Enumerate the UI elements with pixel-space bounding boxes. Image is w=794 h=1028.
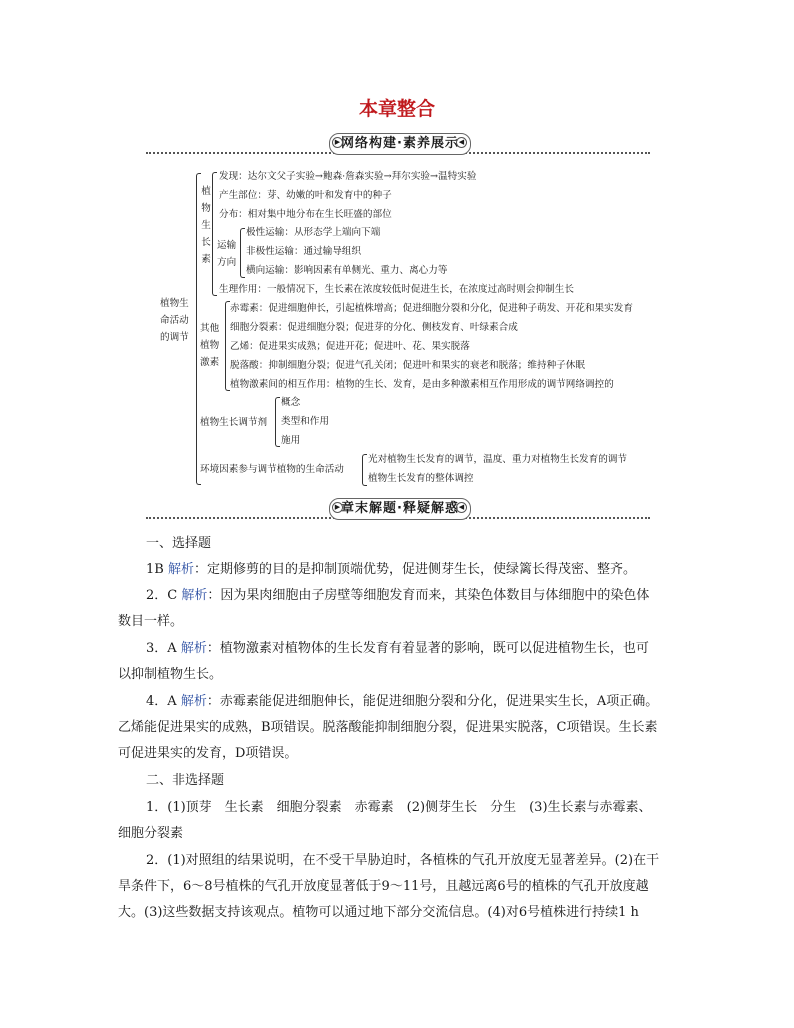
root-label-1: 植物生 (160, 298, 189, 309)
section-heading: 二、非选择题 (146, 773, 225, 788)
root-label-2: 命活动 (160, 315, 189, 326)
hormone-item: 细胞分裂素：促进细胞分裂；促进芽的分化、侧枝发育、叶绿素合成 (230, 322, 518, 333)
section-heading: 一、选择题 (146, 536, 212, 551)
transport-polar: 极性运输：从形态学上端向下端 (246, 227, 381, 238)
answer-text: 细胞分裂素 (118, 826, 184, 841)
transport-lateral: 横向运输：影响因素有单侧光、重力、离心力等 (246, 265, 448, 276)
analysis-label: 解析 (180, 694, 207, 709)
answer-text: ：因为果肉细胞由子房壁等细胞发育而来，其染色体数目与体细胞中的染色体 (207, 588, 650, 603)
root-label-3: 的调节 (160, 332, 189, 343)
answer-text: ：植物激素对植物体的生长发育有着显著的影响，既可以促进植物生长，也可 (206, 641, 649, 656)
answer-q3 (146, 636, 649, 662)
question-number: 1B (146, 562, 164, 577)
answer-q4 (146, 689, 658, 715)
question-number: 4．A (146, 694, 177, 709)
answer-text: ：定期修剪的目的是抑制顶端优势，促进侧芽生长，使绿篱长得茂密、整齐。 (193, 562, 636, 577)
auxin-site: 产生部位：芽、幼嫩的叶和发育中的种子 (219, 190, 392, 201)
environment-label: 环境因素参与调节植物的生命活动 (200, 464, 344, 475)
hormone-item: 赤霉素：促进细胞伸长，引起植株增高；促进细胞分裂和分化，促进种子萌发、开花和果实发育 (230, 303, 633, 314)
other-hormones-label: 其他植物激素 (200, 323, 220, 368)
question-number: 3．A (146, 641, 177, 656)
transport-nonpolar: 非极性运输：通过输导组织 (246, 246, 362, 257)
banner-label: 章末解题·释疑解惑 (329, 498, 471, 520)
answer-text: 旱条件下，6～8号植株的气孔开放度显著低于9～11号，且越远离6号的植株的气孔开放度越 (118, 879, 649, 894)
transport-brace (240, 228, 245, 278)
page-title: 本章整合 (358, 98, 435, 120)
answer-text: 数目一样。 (118, 614, 184, 629)
answer-text: 可促进果实的发育，D项错误。 (118, 746, 298, 761)
answer-text: 1．(1)顶芽 生长素 细胞分裂素 赤霉素 (2)侧芽生长 分生 (3)生长素与赤霉素、 (146, 800, 652, 815)
environment-brace (362, 454, 367, 486)
regulator-item: 类型和作用 (281, 416, 329, 427)
answer-text: ：赤霉素能促进细胞伸长，能促进细胞分裂和分化，促进果实生长，A项正确。 (206, 694, 659, 709)
arrow-left-icon: ◀ (456, 502, 467, 513)
question-number: 2．C (146, 588, 178, 603)
answer-text: 乙烯能促进果实的成熟，B项错误。脱落酸能抑制细胞分裂，促进果实脱落，C项错误。生长素 (118, 720, 658, 735)
answer-q1 (146, 557, 636, 583)
auxin-physiology: 生理作用：一般情况下，生长素在浓度较低时促进生长，在浓度过高时则会抑制生长 (219, 284, 574, 295)
arrow-left-icon: ◀ (456, 137, 467, 148)
arrow-right-icon: ▶ (332, 502, 343, 513)
section-banner-network (146, 133, 650, 155)
hormone-item: 乙烯：促进果实成熟；促进开花；促进叶、花、果实脱落 (230, 341, 470, 352)
environment-item: 植物生长发育的整体调控 (368, 473, 474, 484)
analysis-label: 解析 (180, 641, 207, 656)
regulator-item: 概念 (281, 397, 301, 408)
hormone-item: 脱落酸：抑制细胞分裂；促进气孔关闭；促进叶和果实的衰老和脱落；维持种子休眠 (230, 360, 585, 371)
arrow-right-icon: ▶ (332, 137, 343, 148)
environment-item: 光对植物生长发育的调节，温度、重力对植物生长发育的调节 (368, 454, 628, 465)
hormone-item: 植物激素间的相互作用：植物的生长、发育，是由多种激素相互作用形成的调节网络调控的 (230, 379, 614, 390)
auxin-distribution: 分布：相对集中地分布在生长旺盛的部位 (219, 209, 392, 220)
section-banner-answers (146, 498, 650, 520)
regulator-label: 植物生长调节剂 (200, 417, 268, 428)
auxin-discovery: 发现：达尔文父子实验→鲍森·詹森实验→拜尔实验→温特实验 (219, 171, 477, 182)
banner-label: 网络构建·素养展示 (329, 133, 471, 155)
transport-label: 运输方向 (217, 240, 237, 268)
answer-text: 以抑制植物生长。 (118, 667, 223, 682)
regulator-item: 施用 (281, 435, 301, 446)
regulator-brace (275, 397, 280, 447)
answer-q2 (146, 583, 649, 609)
auxin-brace (212, 172, 217, 296)
answer-text: 2．(1)对照组的结果说明，在不受干旱胁迫时，各植株的气孔开放度无显著差异。(2)在干 (146, 853, 660, 868)
analysis-label: 解析 (167, 562, 194, 577)
auxin-label: 植物生长素 (201, 186, 211, 265)
analysis-label: 解析 (181, 588, 208, 603)
answer-text: 大。(3)这些数据支持该观点。植物可以通过地下部分交流信息。(4)对6号植株进行持续1 h (118, 905, 639, 920)
